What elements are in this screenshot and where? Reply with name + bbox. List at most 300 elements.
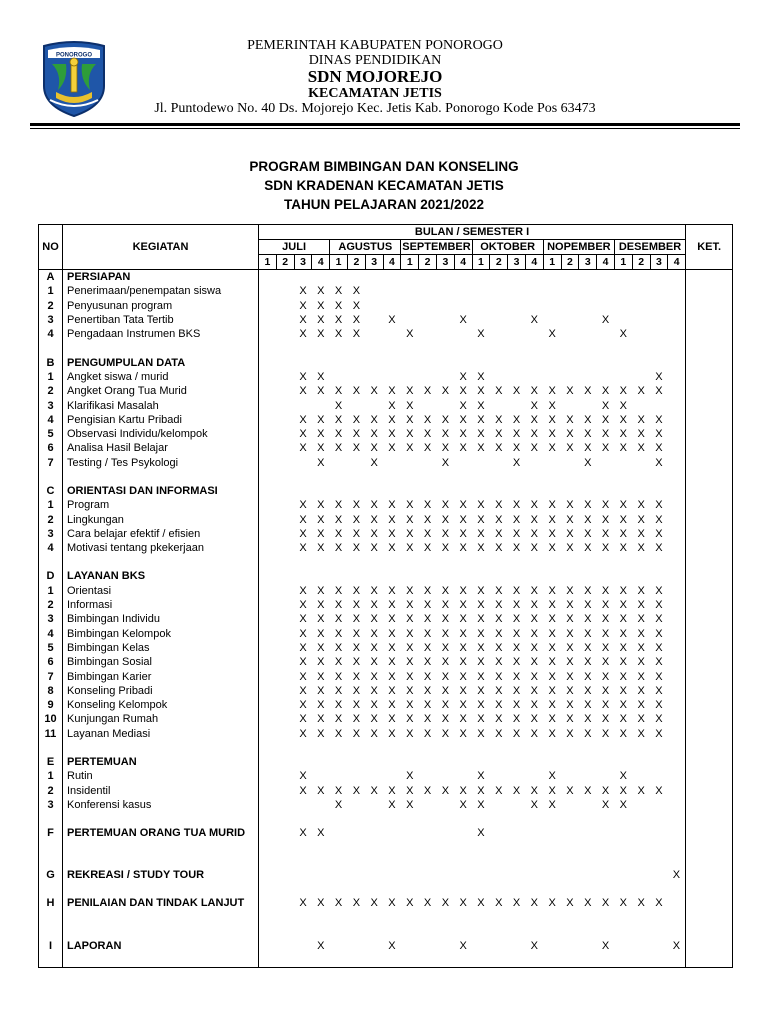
schedule-mark: X: [548, 699, 556, 712]
schedule-cell: [525, 826, 543, 854]
ket-cell: [686, 370, 733, 384]
schedule-cell: [401, 812, 419, 826]
schedule-mark: X: [406, 613, 414, 626]
schedule-mark: X: [477, 613, 485, 626]
schedule-mark: X: [388, 413, 396, 426]
schedule-mark: X: [584, 784, 592, 797]
schedule-cell: [632, 313, 650, 327]
schedule-mark: X: [548, 413, 556, 426]
section-row: [39, 868, 733, 882]
schedule-mark: X: [584, 641, 592, 654]
schedule-mark: X: [388, 939, 396, 952]
schedule-mark: X: [566, 613, 574, 626]
schedule-cell: [614, 299, 632, 313]
schedule-cell: [312, 270, 330, 285]
schedule-mark: X: [317, 699, 325, 712]
schedule-cell: [632, 284, 650, 298]
activity-row: [39, 584, 733, 598]
schedule-cell: [508, 470, 526, 484]
schedule-cell: [436, 270, 454, 285]
schedule-cell: [419, 569, 437, 583]
schedule-mark: X: [637, 684, 645, 697]
schedule-cell: [401, 882, 419, 896]
schedule-mark: X: [619, 527, 627, 540]
schedule-mark: X: [637, 641, 645, 654]
schedule-mark: X: [512, 542, 521, 555]
schedule-cell: [259, 741, 277, 755]
schedule-cell: [276, 938, 294, 952]
schedule-mark: X: [388, 428, 396, 441]
schedule-mark: X: [619, 656, 627, 669]
schedule-cell: [365, 769, 383, 783]
activity-label: Bimbingan Karier: [63, 669, 259, 683]
schedule-cell: [365, 741, 383, 755]
schedule-mark: X: [530, 442, 539, 455]
schedule-cell: [668, 641, 686, 655]
schedule-cell: [436, 741, 454, 755]
schedule-cell: [632, 826, 650, 854]
schedule-cell: [543, 270, 561, 285]
schedule-cell: [454, 569, 472, 583]
activity-label: [63, 854, 259, 868]
schedule-cell: [668, 655, 686, 669]
schedule-mark: X: [495, 897, 503, 910]
schedule-cell: [525, 284, 543, 298]
activity-row: [39, 641, 733, 655]
schedule-mark: X: [548, 641, 556, 654]
schedule-mark: X: [655, 656, 663, 669]
schedule-cell: [490, 812, 508, 826]
letterhead: [0, 0, 768, 128]
row-number: 3: [39, 313, 63, 327]
schedule-mark: X: [655, 428, 663, 441]
row-number: 3: [39, 527, 63, 541]
schedule-cell: [561, 327, 579, 341]
activity-label: Insidentil: [63, 784, 259, 798]
schedule-cell: [330, 484, 348, 498]
schedule-cell: [383, 868, 401, 882]
schedule-cell: [525, 370, 543, 384]
week-header: 1: [259, 255, 277, 270]
schedule-cell: [597, 882, 615, 896]
activity-row: [39, 527, 733, 541]
schedule-mark: X: [423, 641, 432, 654]
schedule-mark: X: [584, 527, 592, 540]
schedule-cell: [330, 270, 348, 285]
schedule-cell: [472, 953, 490, 968]
letterhead-government: PEMERINTAH KABUPATEN PONOROGO: [247, 38, 503, 53]
schedule-mark: X: [423, 442, 432, 455]
schedule-cell: [276, 669, 294, 683]
schedule-cell: [614, 555, 632, 569]
row-number: E: [39, 755, 63, 769]
schedule-mark: X: [406, 727, 414, 740]
schedule-cell: [561, 284, 579, 298]
row-number: [39, 854, 63, 868]
schedule-mark: X: [566, 428, 574, 441]
ket-cell: [686, 684, 733, 698]
schedule-cell: [650, 953, 668, 968]
row-number: 6: [39, 441, 63, 455]
schedule-cell: [508, 299, 526, 313]
schedule-cell: [579, 769, 597, 783]
schedule-cell: [579, 270, 597, 285]
schedule-mark: X: [299, 641, 307, 654]
schedule-cell: [312, 484, 330, 498]
schedule-mark: X: [459, 599, 467, 612]
schedule-mark: X: [566, 784, 574, 797]
ket-cell: [686, 868, 733, 882]
schedule-mark: X: [370, 599, 378, 612]
letterhead-department: DINAS PENDIDIKAN: [308, 53, 442, 68]
schedule-mark: X: [566, 385, 574, 398]
schedule-mark: X: [423, 727, 432, 740]
schedule-cell: [597, 555, 615, 569]
schedule-cell: [276, 355, 294, 369]
schedule-cell: [419, 555, 437, 569]
schedule-cell: [668, 427, 686, 441]
schedule-mark: X: [477, 328, 485, 341]
schedule-cell: [294, 456, 312, 470]
activity-label: PERTEMUAN: [63, 755, 259, 769]
schedule-cell: [472, 938, 490, 952]
schedule-mark: X: [299, 527, 307, 540]
schedule-cell: [436, 327, 454, 341]
schedule-cell: [312, 569, 330, 583]
schedule-mark: X: [512, 784, 521, 797]
schedule-cell: [330, 769, 348, 783]
schedule-mark: X: [352, 328, 361, 341]
schedule-cell: [347, 953, 365, 968]
schedule-mark: X: [495, 584, 503, 597]
schedule-cell: [650, 938, 668, 952]
schedule-cell: [347, 798, 365, 812]
schedule-cell: [347, 826, 365, 854]
schedule-cell: [472, 755, 490, 769]
schedule-mark: X: [388, 897, 396, 910]
schedule-cell: [330, 456, 348, 470]
schedule-mark: X: [459, 897, 467, 910]
schedule-cell: [543, 456, 561, 470]
row-number: 3: [39, 612, 63, 626]
schedule-cell: [650, 826, 668, 854]
schedule-cell: [401, 456, 419, 470]
schedule-mark: X: [566, 670, 574, 683]
schedule-cell: [401, 569, 419, 583]
schedule-cell: [668, 953, 686, 968]
schedule-mark: X: [477, 684, 485, 697]
schedule-mark: X: [530, 513, 539, 526]
schedule-mark: X: [441, 641, 450, 654]
schedule-cell: [668, 470, 686, 484]
schedule-cell: [668, 370, 686, 384]
schedule-cell: [472, 484, 490, 498]
schedule-cell: [579, 798, 597, 812]
schedule-cell: [419, 882, 437, 896]
schedule-cell: [614, 812, 632, 826]
schedule-mark: X: [477, 713, 485, 726]
activity-label: Bimbingan Kelompok: [63, 627, 259, 641]
schedule-mark: X: [317, 727, 325, 740]
schedule-cell: [579, 569, 597, 583]
activity-row: [39, 370, 733, 384]
schedule-cell: [259, 470, 277, 484]
schedule-mark: X: [406, 584, 414, 597]
ket-cell: [686, 655, 733, 669]
schedule-cell: [597, 769, 615, 783]
schedule-cell: [525, 456, 543, 470]
schedule-cell: [436, 398, 454, 412]
activity-label: Penerimaan/penempatan siswa: [63, 284, 259, 298]
schedule-mark: X: [388, 656, 396, 669]
schedule-cell: [365, 299, 383, 313]
schedule-cell: [543, 484, 561, 498]
activity-row: [39, 669, 733, 683]
schedule-cell: [330, 868, 348, 882]
row-number: 2: [39, 299, 63, 313]
row-number: [39, 812, 63, 826]
schedule-cell: [365, 938, 383, 952]
activity-label: Motivasi tentang pkekerjaan: [63, 541, 259, 555]
activity-label: Layanan Mediasi: [63, 727, 259, 741]
schedule-cell: [259, 938, 277, 952]
schedule-cell: [614, 341, 632, 355]
schedule-cell: [650, 299, 668, 313]
schedule-cell: [365, 812, 383, 826]
schedule-cell: [454, 470, 472, 484]
ket-cell: [686, 584, 733, 598]
schedule-mark: X: [619, 442, 627, 455]
schedule-mark: X: [441, 599, 450, 612]
schedule-cell: [508, 355, 526, 369]
row-number: 1: [39, 584, 63, 598]
schedule-cell: [454, 854, 472, 868]
schedule-cell: [668, 669, 686, 683]
schedule-mark: X: [601, 627, 610, 640]
schedule-cell: [365, 555, 383, 569]
schedule-mark: X: [406, 627, 414, 640]
schedule-cell: [294, 953, 312, 968]
schedule-cell: [579, 938, 597, 952]
schedule-cell: [561, 299, 579, 313]
schedule-cell: [401, 854, 419, 868]
schedule-mark: X: [530, 613, 539, 626]
week-header: 3: [579, 255, 597, 270]
schedule-mark: X: [388, 527, 396, 540]
schedule-cell: [668, 270, 686, 285]
schedule-mark: X: [619, 784, 627, 797]
schedule-mark: X: [584, 584, 592, 597]
schedule-mark: X: [477, 627, 485, 640]
schedule-cell: [632, 299, 650, 313]
schedule-cell: [436, 569, 454, 583]
schedule-cell: [259, 270, 277, 285]
schedule-mark: X: [530, 727, 539, 740]
row-number: [39, 953, 63, 968]
schedule-cell: [508, 327, 526, 341]
schedule-cell: [632, 953, 650, 968]
schedule-mark: X: [584, 385, 592, 398]
schedule-mark: X: [637, 442, 645, 455]
schedule-cell: [508, 741, 526, 755]
schedule-cell: [632, 370, 650, 384]
week-header: 3: [650, 255, 668, 270]
schedule-cell: [579, 868, 597, 882]
schedule-cell: [632, 270, 650, 285]
schedule-cell: [347, 924, 365, 938]
schedule-cell: [330, 755, 348, 769]
row-number: G: [39, 868, 63, 882]
schedule-mark: X: [619, 641, 627, 654]
row-number: 2: [39, 784, 63, 798]
schedule-cell: [259, 598, 277, 612]
schedule-mark: X: [388, 314, 396, 327]
schedule-mark: X: [655, 627, 663, 640]
schedule-cell: [490, 953, 508, 968]
schedule-mark: X: [317, 613, 325, 626]
schedule-cell: [561, 868, 579, 882]
schedule-cell: [543, 826, 561, 854]
schedule-cell: [276, 953, 294, 968]
schedule-cell: [561, 741, 579, 755]
schedule-mark: X: [441, 456, 450, 469]
schedule-cell: [401, 284, 419, 298]
schedule-mark: X: [530, 939, 539, 952]
schedule-mark: X: [477, 428, 485, 441]
schedule-mark: X: [441, 713, 450, 726]
schedule-mark: X: [352, 584, 361, 597]
schedule-cell: [597, 299, 615, 313]
schedule-cell: [525, 555, 543, 569]
schedule-mark: X: [530, 413, 539, 426]
schedule-cell: [579, 370, 597, 384]
row-number: 8: [39, 684, 63, 698]
schedule-mark: X: [512, 385, 521, 398]
schedule-cell: [525, 341, 543, 355]
schedule-mark: X: [619, 584, 627, 597]
week-header: 1: [472, 255, 490, 270]
week-header: 1: [614, 255, 632, 270]
schedule-mark: X: [459, 656, 467, 669]
schedule-cell: [259, 555, 277, 569]
schedule-cell: [650, 882, 668, 896]
schedule-mark: X: [655, 499, 663, 512]
schedule-cell: [472, 270, 490, 285]
schedule-cell: [454, 868, 472, 882]
schedule-cell: [525, 327, 543, 341]
schedule-mark: X: [299, 513, 307, 526]
schedule-mark: X: [334, 428, 343, 441]
schedule-mark: X: [477, 897, 485, 910]
schedule-mark: X: [530, 670, 539, 683]
schedule-cell: [312, 355, 330, 369]
ket-cell: [686, 270, 733, 285]
schedule-cell: [365, 755, 383, 769]
schedule-cell: [259, 398, 277, 412]
month-header: NOPEMBER: [543, 240, 614, 255]
activity-row: [39, 784, 733, 798]
schedule-cell: [668, 812, 686, 826]
schedule-cell: [276, 627, 294, 641]
schedule-cell: [419, 355, 437, 369]
schedule-cell: [365, 284, 383, 298]
letterhead-address: Jl. Puntodewo No. 40 Ds. Mojorejo Kec. Jetis Kab. Ponorogo Kode Pos 63473: [154, 101, 596, 116]
schedule-mark: X: [477, 827, 485, 840]
schedule-mark: X: [477, 641, 485, 654]
schedule-mark: X: [548, 770, 556, 783]
schedule-cell: [347, 938, 365, 952]
schedule-mark: X: [530, 684, 539, 697]
schedule-cell: [508, 953, 526, 968]
schedule-cell: [508, 882, 526, 896]
schedule-cell: [490, 398, 508, 412]
schedule-mark: X: [441, 527, 450, 540]
schedule-mark: X: [459, 513, 467, 526]
schedule-cell: [597, 470, 615, 484]
row-number: 4: [39, 627, 63, 641]
schedule-cell: [508, 313, 526, 327]
schedule-mark: X: [352, 656, 361, 669]
schedule-cell: [347, 741, 365, 755]
document-titles: [0, 157, 768, 214]
schedule-mark: X: [423, 627, 432, 640]
month-header: JULI: [259, 240, 330, 255]
schedule-mark: X: [352, 627, 361, 640]
schedule-cell: [312, 769, 330, 783]
schedule-mark: X: [299, 727, 307, 740]
schedule-cell: [259, 953, 277, 968]
schedule-cell: [365, 270, 383, 285]
schedule-mark: X: [495, 499, 503, 512]
schedule-cell: [650, 569, 668, 583]
schedule-cell: [650, 355, 668, 369]
schedule-cell: [543, 868, 561, 882]
schedule-cell: [597, 270, 615, 285]
schedule-cell: [561, 924, 579, 938]
schedule-mark: X: [637, 627, 645, 640]
schedule-cell: [650, 470, 668, 484]
schedule-mark: X: [495, 784, 503, 797]
schedule-cell: [614, 953, 632, 968]
schedule-mark: X: [334, 727, 343, 740]
schedule-cell: [276, 598, 294, 612]
schedule-cell: [294, 798, 312, 812]
row-number: 4: [39, 327, 63, 341]
schedule-cell: [650, 327, 668, 341]
schedule-cell: [436, 798, 454, 812]
activity-row: [39, 327, 733, 341]
schedule-mark: X: [441, 699, 450, 712]
ponorogo-coat-of-arms-logo: [38, 40, 110, 118]
schedule-mark: X: [619, 713, 627, 726]
schedule-cell: [259, 456, 277, 470]
schedule-mark: X: [601, 513, 610, 526]
schedule-mark: X: [406, 513, 414, 526]
schedule-cell: [632, 854, 650, 868]
schedule-mark: X: [512, 456, 521, 469]
schedule-cell: [401, 826, 419, 854]
schedule-cell: [294, 741, 312, 755]
schedule-cell: [276, 512, 294, 526]
schedule-mark: X: [601, 670, 610, 683]
activity-label: Cara belajar efektif / efisien: [63, 527, 259, 541]
schedule-mark: X: [352, 442, 361, 455]
schedule-mark: X: [423, 542, 432, 555]
schedule-mark: X: [655, 784, 663, 797]
schedule-mark: X: [548, 542, 556, 555]
row-number: B: [39, 355, 63, 369]
schedule-cell: [561, 953, 579, 968]
